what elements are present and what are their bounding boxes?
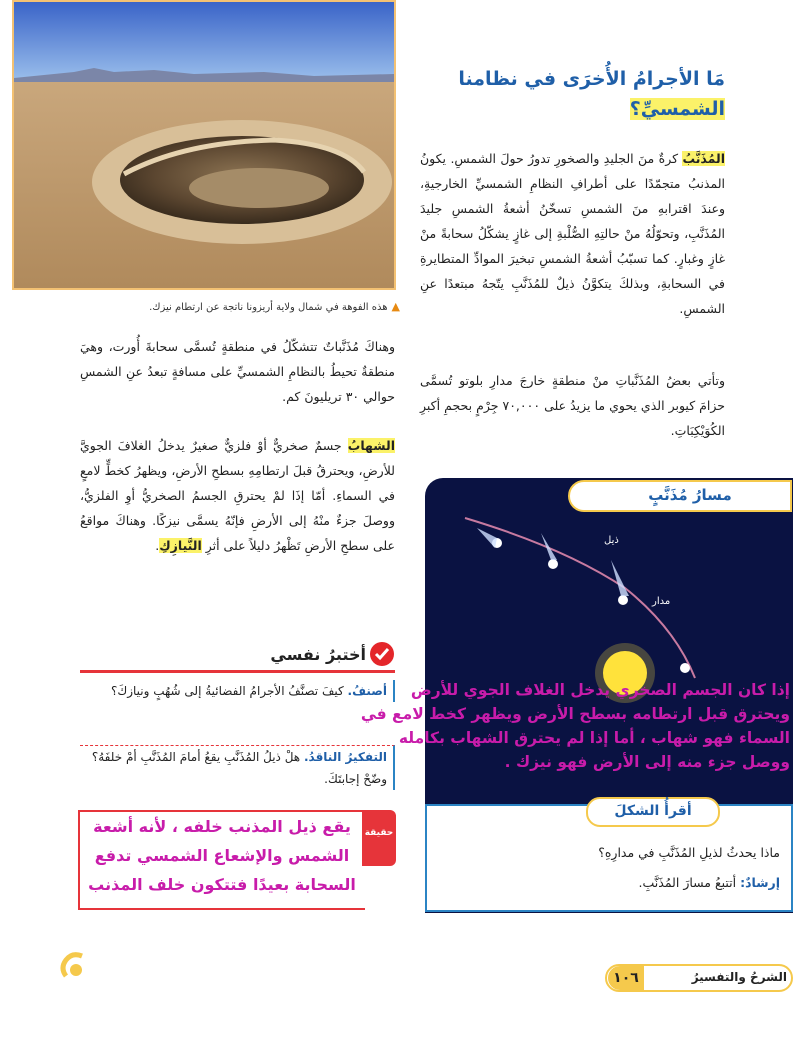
read-figure-title: أقرأُ الشكلَ xyxy=(614,803,692,819)
meteor-paragraph: الشهابُ جسمٌ صخريٌّ أوْ فلزيٌّ صغيرٌ يدخلُ الغلافَ الجويَّ للأرضِ، ويحترقُ قبلَ ارتطامِهِ بسطحِ الأرضِ، ويظهرُ كخطٍّ لامعٍ في السماءِ. أمّا إذَا لمْ يحترقِ الجسمُ الصخريُّ أوِ الفلزيُّ، ووصلَ جزءٌ منْهُ إلى الأرضِ فإنّهُ يسمَّى نيزكًا. وهناكَ مواقعُ على سطحِ الأرضِ تَظْهرُ دليلاً على أثرِ النَّيازِكِ. xyxy=(80,438,395,553)
footer-label: الشرحُ والتفسيرُ xyxy=(691,970,787,984)
photo-caption: ▲هذه الفوهة في شمال ولاية أريزونا ناتجة عن ارتطام نيزك. xyxy=(149,300,400,313)
answer-tag-label: حقيقة xyxy=(364,828,394,838)
read-figure-question: ماذا يحدثُ لذيلِ المُذَنَّبِ في مدارِهِ؟ xyxy=(598,845,780,860)
comet-term: المُذَنَّبُ xyxy=(682,151,725,166)
comet-paragraph: المُذَنَّبُ كرةٌ منَ الجليدِ والصخورِ تدورُ حولَ الشمسِ. يكونُ المذنبُ متجمّدًا على أطرافِ النظامِ الشمسيِّ الخارجيةِ، وعندَ اقترابهِ منَ الشمسِ تسخّنُ أشعةُ الشمسِ جليدَ المُذَنَّبِ، وتحوّلُهُ منْ حالتِهِ الصُّلْبةِ إلى غازٍ يشكّلُ سحابةً منْ غازٍ وغبارٍ. كما تسبّبُ أشعةُ الشمسِ تبخيرَ الموادِّ المتطايرةِ في السحابةِ، وبذلكَ يتكوَّنُ ذيلٌ للمُذَنَّبِ يتّجهُ مبتعدًا عنِ الشمسِ. xyxy=(420,151,725,316)
crater-photo xyxy=(12,0,396,290)
answer-tag xyxy=(362,810,396,866)
tail-label: ذيل xyxy=(604,535,619,546)
page-number: ١٠٦ xyxy=(608,966,644,990)
triangle-bullet-icon: ▲ xyxy=(391,300,400,313)
section-heading: مَا الأجرامُ الأُخرَى في نظامنا الشمسيِّ؟ xyxy=(458,68,725,120)
publisher-logo-icon xyxy=(58,948,88,984)
self-test-title: أختبرُ نفسي xyxy=(270,645,366,664)
oort-paragraph: وهناكَ مُذَنَّباتٌ تتشكّلُ في منطقةٍ تُسمَّى سحابةَ أُورت، وهيَ منطقةٌ تحيطُ بالنظامِ الشمسيِّ على مسافةٍ تبعدُ عنِ الشمسِ حوالي ٣٠ تريليونَ كم. xyxy=(80,339,395,404)
self-test-question-2: التفكيرُ الناقدُ. هلْ ذيلُ المُذَنَّبِ يقعُ أمامَ المُذَنَّبِ أمْ خلفَهُ؟ وضّحْ إجابتَكَ. xyxy=(80,745,395,790)
read-figure-hint: إرشادٌ: أتتبعُ مسارَ المُذَنَّبِ. xyxy=(638,875,780,890)
overlay-note: إذا كان الجسم الصخري يدخل الغلاف الجوي للأرض ويحترق قبل ارتطامه بسطح الأرض ويظهر كخط لامع في السماء فهو شهاب ، أما إذا لم يحترق الشهاب بكامله ووصل جزء منه إلى الأرض فهو نيزك . xyxy=(360,681,790,771)
orbit-label: مدار xyxy=(652,596,671,607)
figure-title: مسارُ مُذَنَّبٍ xyxy=(648,486,732,504)
answer-text: يقع ذيل المذنب خلفه ، لأنه أشعة الشمس والإشعاع الشمسي تدفع السحابة بعيدًا فتتكون خلف المذنب xyxy=(88,817,356,894)
self-test-divider xyxy=(80,670,395,673)
meteor-term: الشهابُ xyxy=(347,438,395,453)
self-test-question-1: أصنفُ. كيفَ تصنَّفُ الأجرامُ الفضائيةُ إلى شُهُبٍ ونيازكَ؟ xyxy=(80,680,395,702)
meteorite-term: النَّيازِكِ xyxy=(159,538,202,553)
check-icon xyxy=(370,642,394,666)
kuiper-paragraph: وتأتي بعضُ المُذَنَّباتِ منْ منطقةٍ خارجَ مدارِ بلوتو تُسمَّى حزامَ كيوبر الذي يحوي ما يزيدُ على ٧٠,٠٠٠ جِرْمٍ بحجمِ أكبرِ الكُوَيْكِبَاتِ. xyxy=(420,373,726,438)
